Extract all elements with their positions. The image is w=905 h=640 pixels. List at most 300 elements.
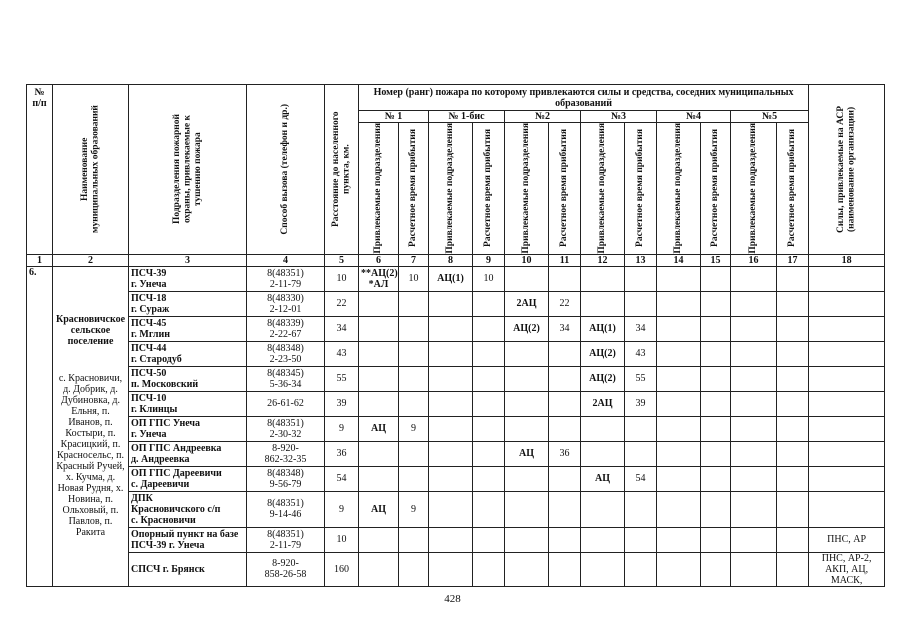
attracted-units-cell <box>359 466 399 491</box>
unit-line: ПСЧ-39 <box>131 267 167 279</box>
arrival-time-cell: 34 <box>625 316 657 341</box>
unit-line: ОП ГПС Дареевичи <box>131 467 222 479</box>
header-sub-units: Привлекаемые подразделения <box>429 123 473 255</box>
attracted-units-cell <box>359 441 399 466</box>
attracted-units-cell: 2АЦ <box>505 291 549 316</box>
attracted-units-cell <box>657 527 701 552</box>
arrival-time-cell <box>777 341 809 366</box>
table-row <box>27 316 885 341</box>
header-sub-units: Привлекаемые подразделения <box>505 123 549 255</box>
distance-cell: 39 <box>325 391 359 416</box>
arrival-time-cell <box>777 266 809 291</box>
attracted-units-cell <box>359 291 399 316</box>
col-number: 17 <box>777 254 809 266</box>
call-method <box>247 416 325 441</box>
arrival-time-cell <box>399 441 429 466</box>
attracted-units-cell <box>429 366 473 391</box>
unit-line: ПСЧ-44 <box>131 342 167 354</box>
unit-line: г. Унеча <box>131 428 167 440</box>
arrival-time-cell <box>701 527 731 552</box>
call-method <box>247 441 325 466</box>
attracted-units-cell <box>505 416 549 441</box>
arrival-time-cell <box>473 491 505 527</box>
col-number: 9 <box>473 254 505 266</box>
arrival-time-cell: 55 <box>625 366 657 391</box>
unit-line: ПСЧ-39 г. Унеча <box>131 539 205 551</box>
arrival-time-cell <box>399 527 429 552</box>
data-rows <box>27 266 885 586</box>
header-rank-1: № 1 <box>359 111 429 123</box>
unit-name <box>129 291 247 316</box>
header-asr: Силы, привлекаемые на АСР (наименование организации) <box>809 85 885 255</box>
attracted-units-cell <box>429 291 473 316</box>
arrival-time-cell <box>473 552 505 586</box>
arrival-time-cell: 9 <box>399 491 429 527</box>
unit-line: ПСЧ-45 <box>131 317 167 329</box>
arrival-time-cell <box>625 441 657 466</box>
header-rank-3: №3 <box>581 111 657 123</box>
attracted-units-cell <box>359 552 399 586</box>
unit-line: Опорный пункт на базе <box>131 528 239 540</box>
arrival-time-cell <box>777 291 809 316</box>
unit-line: г. Стародуб <box>131 353 182 365</box>
distance-cell: 22 <box>325 291 359 316</box>
unit-line: г. Унеча <box>131 278 167 290</box>
attracted-units-cell <box>429 341 473 366</box>
arrival-time-cell <box>473 416 505 441</box>
arrival-time-cell <box>549 491 581 527</box>
unit-line: п. Московский <box>131 378 199 390</box>
asr-forces-cell <box>809 466 885 491</box>
distance-cell: 54 <box>325 466 359 491</box>
attracted-units-cell <box>731 416 777 441</box>
distance-cell: 10 <box>325 266 359 291</box>
header-call-method: Способ вызова (телефон и др.) <box>247 85 325 255</box>
arrival-time-cell <box>777 391 809 416</box>
unit-line: г. Мглин <box>131 328 171 340</box>
arrival-time-cell <box>777 491 809 527</box>
attracted-units-cell <box>657 291 701 316</box>
attracted-units-cell <box>657 552 701 586</box>
municipality-cell <box>53 266 129 586</box>
arrival-time-cell <box>777 416 809 441</box>
arrival-time-cell <box>777 316 809 341</box>
phone-line: 2-11-79 <box>269 278 302 290</box>
arrival-time-cell <box>701 552 731 586</box>
attracted-units-cell <box>657 316 701 341</box>
attracted-units-cell <box>429 416 473 441</box>
header-sub-time: Расчетное время прибытия <box>701 123 731 255</box>
attracted-units-cell <box>359 391 399 416</box>
arrival-time-cell <box>777 441 809 466</box>
arrival-time-cell <box>399 466 429 491</box>
header-unit: Подразделения пожарной охраны, привлекаемые к тушению пожара <box>129 85 247 255</box>
arrival-time-cell <box>473 466 505 491</box>
attracted-units-cell <box>429 466 473 491</box>
table-row <box>27 341 885 366</box>
unit-line: д. Андреевка <box>131 453 190 465</box>
attracted-units-cell <box>657 266 701 291</box>
unit-line: ДПК <box>131 492 153 504</box>
header-sub-units: Привлекаемые подразделения <box>359 123 399 255</box>
attracted-units-cell <box>581 491 625 527</box>
table-row <box>27 391 885 416</box>
asr-forces-cell <box>809 341 885 366</box>
attracted-units-cell <box>505 366 549 391</box>
unit-name <box>129 391 247 416</box>
phone-line: 2-12-01 <box>269 303 302 315</box>
attracted-units-cell <box>359 366 399 391</box>
attracted-units-cell <box>581 416 625 441</box>
arrival-time-cell <box>399 341 429 366</box>
arrival-time-cell <box>549 416 581 441</box>
attracted-units-cell <box>657 441 701 466</box>
arrival-time-cell <box>701 266 731 291</box>
asr-forces-cell: ПНС, АР <box>809 527 885 552</box>
col-number: 15 <box>701 254 731 266</box>
arrival-time-cell <box>701 341 731 366</box>
arrival-time-cell <box>549 527 581 552</box>
phone-line: 862-32-35 <box>264 453 307 465</box>
asr-forces-cell <box>809 491 885 527</box>
call-method <box>247 552 325 586</box>
asr-forces-cell <box>809 266 885 291</box>
unit-line: ОП ГПС Андреевка <box>131 442 222 454</box>
attracted-units-cell <box>657 341 701 366</box>
unit-name <box>129 527 247 552</box>
arrival-time-cell: 34 <box>549 316 581 341</box>
attracted-units-cell <box>581 552 625 586</box>
arrival-time-cell <box>399 552 429 586</box>
attracted-units-cell: АЦ <box>581 466 625 491</box>
unit-name <box>129 416 247 441</box>
unit-name <box>129 266 247 291</box>
unit-name <box>129 441 247 466</box>
header-sub-units: Привлекаемые подразделения <box>731 123 777 255</box>
phone-line: 9-14-46 <box>269 509 302 521</box>
col-number: 8 <box>429 254 473 266</box>
unit-name <box>129 341 247 366</box>
asr-forces-cell <box>809 441 885 466</box>
header-rank-1bis: № 1-бис <box>429 111 505 123</box>
phone-line: 8(48351) <box>267 417 304 429</box>
attracted-units-cell: АЦ <box>359 491 399 527</box>
attracted-units-cell <box>429 441 473 466</box>
arrival-time-cell <box>625 491 657 527</box>
phone-line: 2-23-50 <box>269 353 302 365</box>
call-method <box>247 341 325 366</box>
distance-cell: 55 <box>325 366 359 391</box>
attracted-units-cell <box>581 291 625 316</box>
arrival-time-cell <box>777 366 809 391</box>
attracted-units-cell <box>429 391 473 416</box>
attracted-units-cell <box>429 527 473 552</box>
municipality-settlements: с. Красновичи, д. Добрик, д. Дубиновка, д. Ельня, п. Иванов, п. Костыри, п. Красицкий, п. Красносельс, п. Красный Ручей, х. Кучма, д. Новая Рудня, х. Новина, п. Ольховый, п. Павлов, п. Ракита <box>56 373 125 539</box>
phone-line: 8-920- <box>272 558 299 570</box>
attracted-units-cell <box>505 491 549 527</box>
arrival-time-cell <box>473 366 505 391</box>
phone-line: 8(48351) <box>267 267 304 279</box>
call-method <box>247 391 325 416</box>
attracted-units-cell <box>359 316 399 341</box>
col-number: 10 <box>505 254 549 266</box>
phone-line: 2-30-32 <box>269 428 302 440</box>
phone-line: 2-11-79 <box>269 539 302 551</box>
header-sub-units: Привлекаемые подразделения <box>657 123 701 255</box>
attracted-units-cell <box>657 466 701 491</box>
asr-forces-cell <box>809 366 885 391</box>
arrival-time-cell <box>473 291 505 316</box>
call-method <box>247 527 325 552</box>
attracted-units-cell <box>731 341 777 366</box>
col-number: 12 <box>581 254 625 266</box>
header-distance: Расстояние до населенного пункта, км. <box>325 85 359 255</box>
phone-line: 8(48348) <box>267 342 304 354</box>
header-municipality: Наименование муниципальных образований <box>53 85 129 255</box>
attracted-units-cell: АЦ(2) <box>505 316 549 341</box>
phone-line: 8-920- <box>272 442 299 454</box>
phone-line: 8(48351) <box>267 528 304 540</box>
arrival-time-cell: 36 <box>549 441 581 466</box>
col-number: 16 <box>731 254 777 266</box>
attracted-units-cell <box>731 366 777 391</box>
attracted-units-cell <box>429 552 473 586</box>
unit-line: СПСЧ г. Брянск <box>131 563 205 575</box>
page-number: 428 <box>444 593 461 605</box>
arrival-time-cell <box>777 466 809 491</box>
attracted-units-cell <box>359 341 399 366</box>
arrival-time-cell <box>549 341 581 366</box>
arrival-time-cell: 10 <box>473 266 505 291</box>
attracted-units-cell <box>657 366 701 391</box>
unit-line: ПСЧ-50 <box>131 367 167 379</box>
table-row <box>27 466 885 491</box>
distance-cell: 10 <box>325 527 359 552</box>
col-number: 3 <box>129 254 247 266</box>
arrival-time-cell <box>701 416 731 441</box>
attracted-units-cell <box>581 441 625 466</box>
col-number: 7 <box>399 254 429 266</box>
call-method <box>247 491 325 527</box>
arrival-time-cell <box>473 391 505 416</box>
table-row <box>27 552 885 586</box>
phone-line: 2-22-67 <box>269 328 302 340</box>
arrival-time-cell <box>701 291 731 316</box>
arrival-time-cell: 10 <box>399 266 429 291</box>
attracted-units-cell <box>505 266 549 291</box>
attracted-units-cell: АЦ(2) <box>581 366 625 391</box>
attracted-units-cell: АЦ <box>505 441 549 466</box>
table-row <box>27 441 885 466</box>
attracted-units-cell <box>505 341 549 366</box>
col-number: 14 <box>657 254 701 266</box>
distance-cell: 43 <box>325 341 359 366</box>
distance-cell: 9 <box>325 491 359 527</box>
unit-name <box>129 316 247 341</box>
col-number: 2 <box>53 254 129 266</box>
attracted-units-cell <box>731 466 777 491</box>
unit-line: г. Сураж <box>131 303 170 315</box>
attracted-units-cell: 2АЦ <box>581 391 625 416</box>
table-row <box>27 491 885 527</box>
table-row <box>27 366 885 391</box>
col-number: 11 <box>549 254 581 266</box>
arrival-time-cell <box>549 366 581 391</box>
unit-name <box>129 366 247 391</box>
distance-cell: 36 <box>325 441 359 466</box>
arrival-time-cell <box>625 552 657 586</box>
call-method <box>247 466 325 491</box>
call-method <box>247 316 325 341</box>
asr-forces-cell <box>809 316 885 341</box>
col-number: 18 <box>809 254 885 266</box>
asr-forces-cell <box>809 416 885 441</box>
arrival-time-cell <box>701 391 731 416</box>
header-sub-units: Привлекаемые подразделения <box>581 123 625 255</box>
header-rank-4: №4 <box>657 111 731 123</box>
table-row <box>27 266 885 291</box>
unit-line: с. Дареевичи <box>131 478 190 490</box>
attracted-units-cell <box>731 552 777 586</box>
attracted-units-cell <box>581 527 625 552</box>
col-number: 6 <box>359 254 399 266</box>
attracted-units-cell <box>731 441 777 466</box>
attracted-units-cell <box>359 527 399 552</box>
distance-cell: 9 <box>325 416 359 441</box>
arrival-time-cell <box>399 391 429 416</box>
unit-line: ПСЧ-18 <box>131 292 167 304</box>
header-sub-time: Расчетное время прибытия <box>549 123 581 255</box>
arrival-time-cell <box>473 316 505 341</box>
phone-line: 8(48345) <box>267 367 304 379</box>
header-sub-time: Расчетное время прибытия <box>777 123 809 255</box>
arrival-time-cell: 39 <box>625 391 657 416</box>
phone-line: 858-26-58 <box>264 569 307 581</box>
distance-cell: 34 <box>325 316 359 341</box>
attracted-units-cell <box>505 552 549 586</box>
arrival-time-cell <box>701 441 731 466</box>
header-num: № п/п <box>27 85 53 255</box>
attracted-units-cell <box>731 266 777 291</box>
arrival-time-cell <box>549 466 581 491</box>
attracted-units-cell <box>731 291 777 316</box>
attracted-units-cell <box>505 466 549 491</box>
arrival-time-cell <box>473 441 505 466</box>
phone-line: 9-56-79 <box>269 478 302 490</box>
arrival-time-cell <box>701 316 731 341</box>
col-number: 1 <box>27 254 53 266</box>
arrival-time-cell <box>625 416 657 441</box>
arrival-time-cell: 9 <box>399 416 429 441</box>
header-rank-5: №5 <box>731 111 809 123</box>
table-row <box>27 291 885 316</box>
call-method <box>247 291 325 316</box>
unit-line: ОП ГПС Унеча <box>131 417 201 429</box>
header-sub-time: Расчетное время прибытия <box>473 123 505 255</box>
arrival-time-cell <box>399 366 429 391</box>
arrival-time-cell <box>549 391 581 416</box>
unit-line: г. Клинцы <box>131 403 178 415</box>
col-number: 4 <box>247 254 325 266</box>
arrival-time-cell <box>399 291 429 316</box>
arrival-time-cell <box>701 491 731 527</box>
header-rank-group: Номер (ранг) пожара по которому привлекаются силы и средства, соседних муниципальных образований <box>359 85 809 111</box>
unit-line: ПСЧ-10 <box>131 392 167 404</box>
phone-line: 8(48330) <box>267 292 304 304</box>
arrival-time-cell <box>399 316 429 341</box>
municipality-name: Красновичское сельское поселение <box>55 314 126 348</box>
unit-name <box>129 491 247 527</box>
phone-line: 8(48351) <box>267 498 304 510</box>
arrival-time-cell <box>777 552 809 586</box>
attracted-units-cell <box>505 527 549 552</box>
unit-line: Красновичского с/п <box>131 503 221 515</box>
arrival-time-cell <box>625 266 657 291</box>
arrival-time-cell: 22 <box>549 291 581 316</box>
arrival-time-cell <box>701 466 731 491</box>
row-number: 6. <box>27 266 53 586</box>
col-number: 5 <box>325 254 359 266</box>
attracted-units-cell <box>581 266 625 291</box>
attracted-units-cell <box>731 316 777 341</box>
attracted-units-cell: **АЦ(2) *АЛ <box>359 266 399 291</box>
arrival-time-cell <box>473 527 505 552</box>
phone-line: 26-61-62 <box>267 398 304 410</box>
arrival-time-cell: 43 <box>625 341 657 366</box>
header-rank-2: №2 <box>505 111 581 123</box>
attracted-units-cell <box>505 391 549 416</box>
call-method <box>247 366 325 391</box>
unit-name <box>129 466 247 491</box>
arrival-time-cell <box>549 266 581 291</box>
column-numbers-row <box>27 254 885 266</box>
attracted-units-cell <box>657 391 701 416</box>
attracted-units-cell <box>429 316 473 341</box>
attracted-units-cell: АЦ(1) <box>581 316 625 341</box>
attracted-units-cell: АЦ(1) <box>429 266 473 291</box>
attracted-units-cell <box>657 416 701 441</box>
attracted-units-cell <box>429 491 473 527</box>
phone-line: 5-36-34 <box>269 378 302 390</box>
unit-line: с. Красновичи <box>131 514 196 526</box>
arrival-time-cell <box>625 291 657 316</box>
distance-cell: 160 <box>325 552 359 586</box>
table-row <box>27 416 885 441</box>
arrival-time-cell <box>701 366 731 391</box>
arrival-time-cell <box>777 527 809 552</box>
arrival-time-cell <box>473 341 505 366</box>
arrival-time-cell <box>549 552 581 586</box>
asr-forces-cell <box>809 391 885 416</box>
attracted-units-cell <box>731 391 777 416</box>
attracted-units-cell <box>657 491 701 527</box>
attracted-units-cell <box>731 491 777 527</box>
col-number: 13 <box>625 254 657 266</box>
attracted-units-cell: АЦ <box>359 416 399 441</box>
header-sub-time: Расчетное время прибытия <box>625 123 657 255</box>
attracted-units-cell: АЦ(2) <box>581 341 625 366</box>
table-row <box>27 527 885 552</box>
phone-line: 8(48348) <box>267 467 304 479</box>
fire-forces-table <box>26 84 885 587</box>
attracted-units-cell <box>731 527 777 552</box>
arrival-time-cell: 54 <box>625 466 657 491</box>
unit-name <box>129 552 247 586</box>
asr-forces-cell: ПНС, АР-2, АКП, АЦ, МАСК, <box>809 552 885 586</box>
arrival-time-cell <box>625 527 657 552</box>
phone-line: 8(48339) <box>267 317 304 329</box>
asr-forces-cell <box>809 291 885 316</box>
